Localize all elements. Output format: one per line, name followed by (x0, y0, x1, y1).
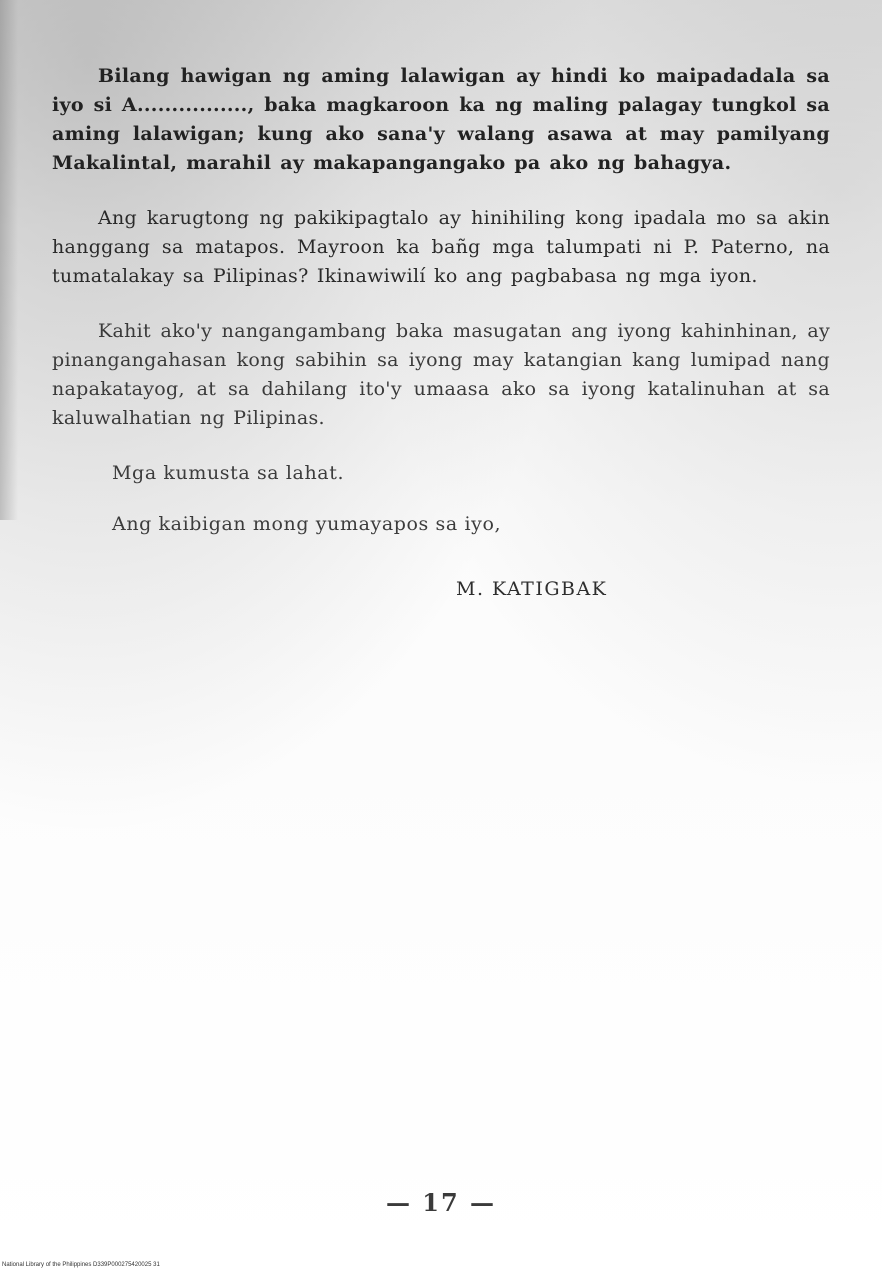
page-number: — 17 — (385, 1188, 497, 1217)
paragraph-1: Bilang hawigan ng aming lalawigan ay hindi ko maipadadala sa iyo si A................, baka magkaroon ka ng maling palagay tungkol sa aming lalawigan; kung ako sana'y walang asawa at may pamilyang Makalintal, marahil ay makapangangako pa ako ng bahagya. (52, 65, 830, 174)
closing-line: Ang kaibigan mong yumayapos sa iyo, (112, 513, 502, 535)
greeting-line: Mga kumusta sa lahat. (112, 462, 345, 484)
letter-body (52, 62, 830, 561)
paragraph-3: Kahit ako'y nangangambang baka masugatan ang iyong kahinhinan, ay pinangangahasan kong sabihin sa iyong may katangian kang lumipad nang napakatayog, at sa dahilang ito'y umaasa ako sa iyong katalinuhan at sa kaluwalhatian ng Pilipinas. (52, 320, 830, 429)
paragraph-2: Ang karugtong ng pakikipagtalo ay hinihiling kong ipadala mo sa akin hanggang sa matapos. Mayroon ka bañg mga talumpati ni P. Paterno, na tumatalakay sa Pilipinas? Ikinawiwilí ko ang pagbabasa ng mga iyon. (52, 207, 830, 287)
signature: M. KATIGBAK (456, 578, 608, 600)
scan-shadow (0, 0, 18, 520)
footer-credit: National Library of the Philippines D339P000275420025 31 (2, 1262, 160, 1268)
